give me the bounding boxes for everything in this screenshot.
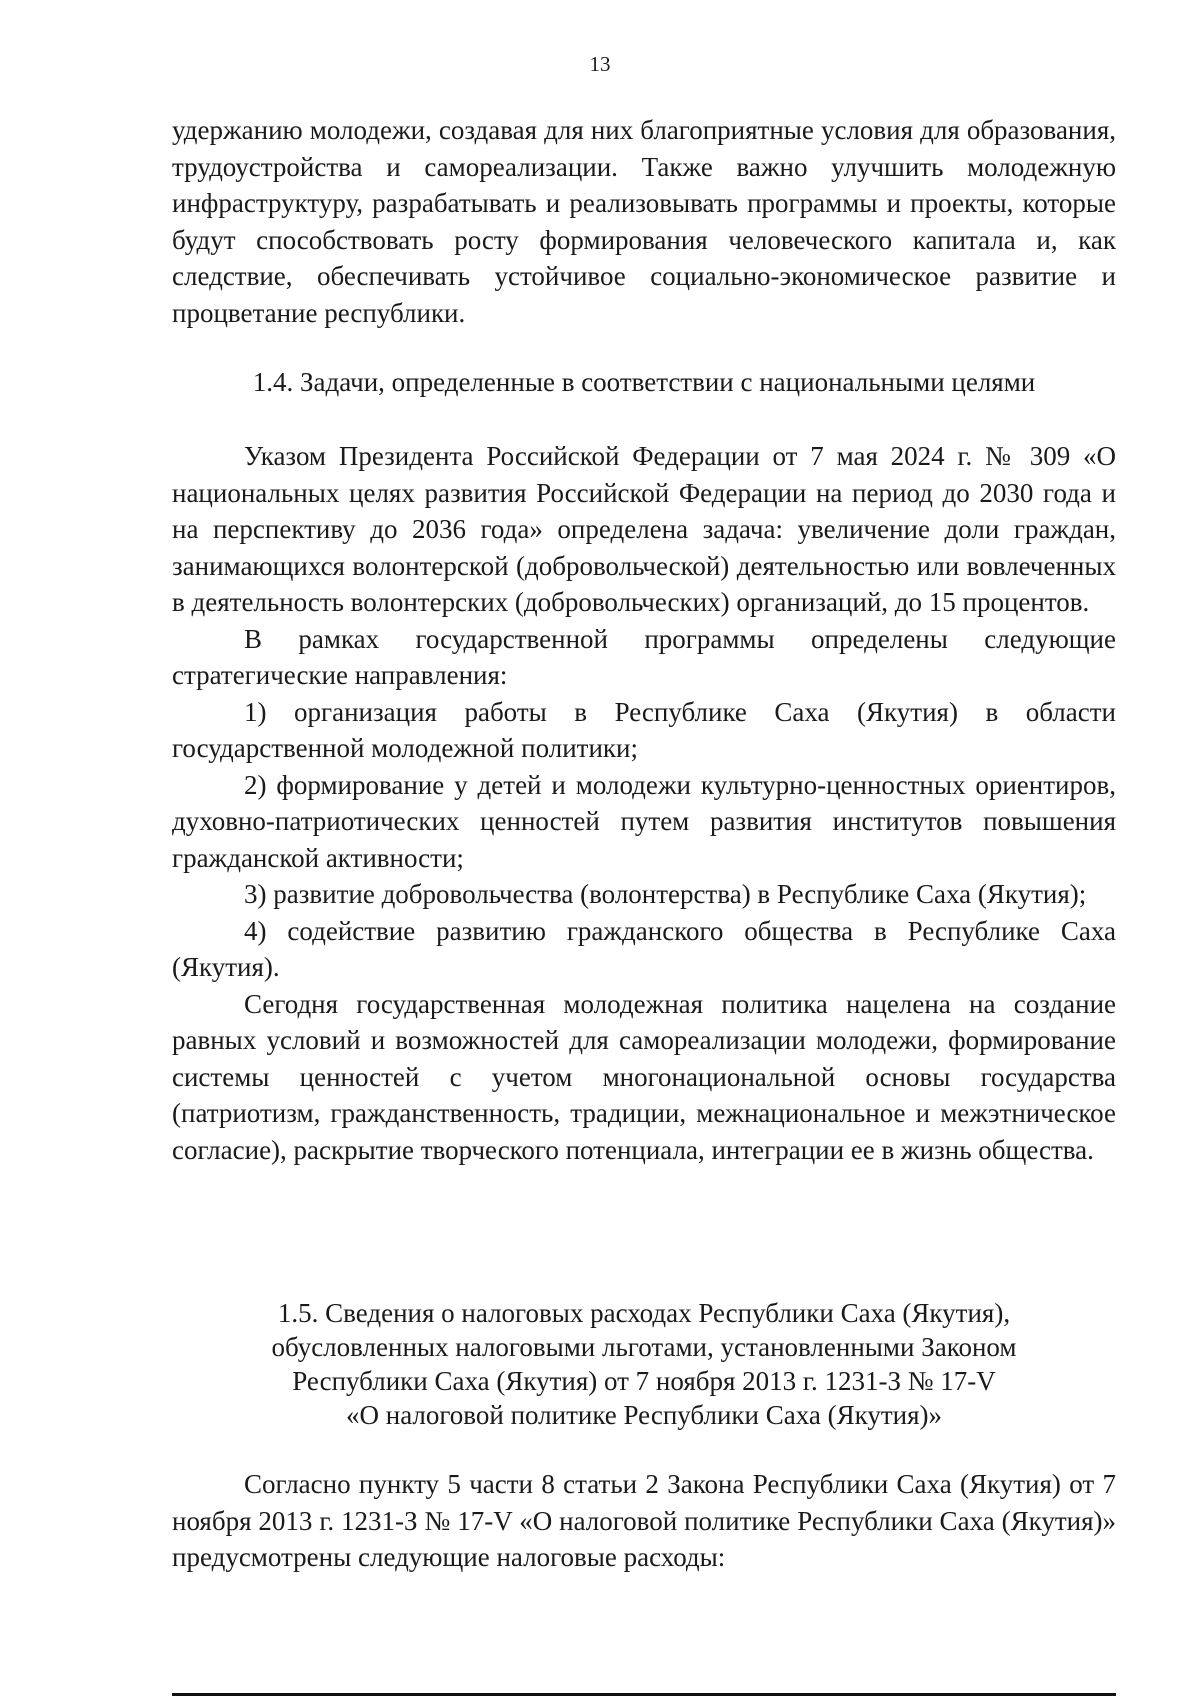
- section-1-5-heading: [172, 1296, 1116, 1432]
- section-1-4-heading: 1.4. Задачи, определенные в соответствии с национальными целями: [252, 367, 1036, 397]
- section-1-5-heading-line: «О налоговой политике Республики Саха (Якутия)»: [346, 1400, 942, 1430]
- intro-paragraph-block: [172, 112, 1116, 331]
- tax-expenditures-paragraph: Согласно пункту 5 части 8 статьи 2 Закона Республики Саха (Якутия) от 7 ноября 2013 г. 1231-З № 17-V «О налоговой политике Республики Саха (Якутия)» предусмотрены следующие налоговые расходы:: [172, 1469, 1116, 1572]
- direction-item-3: 3) развитие добровольчества (волонтерства) в Республике Саха (Якутия);: [244, 879, 1087, 909]
- section-1-5-body: [172, 1466, 1116, 1576]
- direction-item-4: 4) содействие развитию гражданского общества в Республике Саха (Якутия).: [172, 915, 1116, 982]
- section-1-5-heading-line: обусловленных налоговыми льготами, установленными Законом: [271, 1332, 1017, 1362]
- section-1-5-heading-line: Республики Саха (Якутия) от 7 ноября 2013 г. 1231-З № 17-V: [292, 1366, 996, 1396]
- section-1-4-body: [172, 438, 1116, 1168]
- section-1-5-heading-line: 1.5. Сведения о налоговых расходах Республики Саха (Якутия),: [277, 1298, 1011, 1328]
- intro-paragraph: удержанию молодежи, создавая для них благоприятные условия для образования, трудоустройства и самореализации. Также важно улучшить молодежную инфраструктуру, разрабатывать и реализовывать программы и проекты, которые будут способствовать росту формирования человеческого капитала и, как следствие, обеспечивать устойчивое социально-экономическое развитие и процветание республики.: [172, 115, 1116, 328]
- youth-policy-paragraph: Сегодня государственная молодежная политика нацелена на создание равных условий и возможностей для самореализации молодежи, формирование системы ценностей с учетом многонациональной основы государства (патриотизм, гражданственность, традиции, межнациональное и межэтническое согласие), раскрытие творческого потенциала, интеграции ее в жизнь общества.: [172, 988, 1116, 1165]
- decree-paragraph: Указом Президента Российской Федерации от 7 мая 2024 г. № 309 «О национальных целях развития Российской Федерации на период до 2030 года и на перспективу до 2036 года» определена задача: увеличение доли граждан, занимающихся волонтерской (добровольческой) деятельностью или вовлеченных в деятельность волонтерских (добровольческих) организаций, до 15 процентов.: [172, 441, 1116, 617]
- direction-item-2: 2) формирование у детей и молодежи культурно-ценностных ориентиров, духовно-патриотических ценностей путем развития институтов повышения гражданской активности;: [172, 769, 1116, 873]
- direction-item-1: 1) организация работы в Республике Саха (Якутия) в области государственной молодежной политики;: [172, 696, 1116, 763]
- bottom-rule: [172, 1693, 1116, 1696]
- page-number: 13: [589, 52, 611, 76]
- program-directions-intro: В рамках государственной программы определены следующие стратегические направления:: [172, 623, 1116, 690]
